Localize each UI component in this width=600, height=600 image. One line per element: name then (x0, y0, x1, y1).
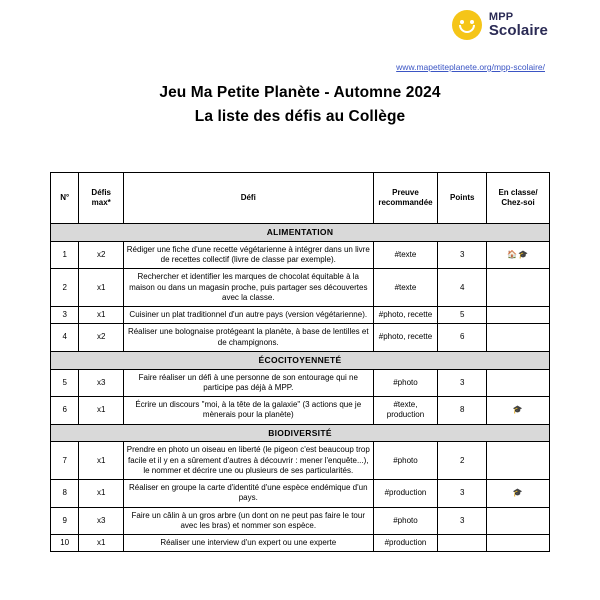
section-label: ALIMENTATION (51, 224, 550, 242)
challenge-max: x1 (79, 307, 124, 324)
challenge-points (438, 535, 487, 552)
challenge-points: 5 (438, 307, 487, 324)
challenge-number: 4 (51, 324, 79, 351)
challenge-description: Écrire un discours "moi, à la tête de la galaxie" (3 actions que je mènerais pour la planète) (124, 397, 374, 424)
column-header-points: Points (438, 173, 487, 224)
challenge-location-icons: 🎓 (487, 480, 550, 507)
challenge-points: 3 (438, 369, 487, 396)
table-header-row (51, 173, 550, 224)
logo-mpp-label: MPP (488, 11, 514, 23)
challenge-points: 4 (438, 269, 487, 307)
challenge-number: 1 (51, 241, 79, 268)
challenge-max: x3 (79, 507, 124, 534)
challenge-number: 9 (51, 507, 79, 534)
challenge-points: 3 (438, 507, 487, 534)
table-row (51, 507, 550, 534)
challenge-max: x1 (79, 442, 124, 480)
table-header (51, 173, 550, 224)
challenge-description: Réaliser une bolognaise protégeant la planète, à base de lentilles et de champignons. (124, 324, 374, 351)
challenge-proof: #photo (373, 442, 438, 480)
column-header-defi: Défi (124, 173, 374, 224)
challenges-table (50, 172, 550, 552)
table-section-row (51, 351, 550, 369)
challenge-number: 3 (51, 307, 79, 324)
table-row (51, 480, 550, 507)
challenge-points: 6 (438, 324, 487, 351)
table-row (51, 535, 550, 552)
challenge-proof: #texte, production (373, 397, 438, 424)
challenge-proof: #texte (373, 241, 438, 268)
challenge-proof: #photo (373, 369, 438, 396)
page-title: Jeu Ma Petite Planète - Automne 2024 (159, 84, 441, 101)
column-header-defis-max: Défis max* (79, 173, 124, 224)
challenge-location-icons: 🏠🎓 (487, 241, 550, 268)
mpp-scolaire-logo (452, 10, 548, 40)
section-label: ÉCOCITOYENNETÉ (51, 351, 550, 369)
challenge-max: x1 (79, 480, 124, 507)
challenge-location-icons (487, 269, 550, 307)
challenge-description: Réaliser en groupe la carte d'identité d'une espèce endémique d'un pays. (124, 480, 374, 507)
challenge-proof: #photo (373, 507, 438, 534)
challenge-location-icons (487, 507, 550, 534)
challenge-points: 3 (438, 480, 487, 507)
challenge-number: 6 (51, 397, 79, 424)
table-body (51, 224, 550, 552)
logo-scolaire-label: Scolaire (488, 22, 548, 39)
section-label: BIODIVERSITÉ (51, 424, 550, 442)
challenge-description: Faire réaliser un défi à une personne de son entourage qui ne participe pas déjà à MPP. (124, 369, 374, 396)
challenge-max: x3 (79, 369, 124, 396)
mpp-website-link[interactable]: www.mapetiteplanete.org/mpp-scolaire/ (396, 62, 545, 72)
challenge-description: Prendre en photo un oiseau en liberté (le pigeon c'est beaucoup trop facile et il y en a sûrement d'autres à découvrir : mener l'enquête...), le nommer et décrire une ou plusieurs de ses particularités. (124, 442, 374, 480)
challenge-description: Cuisiner un plat traditionnel d'un autre pays (version végétarienne). (124, 307, 374, 324)
table-row (51, 307, 550, 324)
challenge-location-icons (487, 535, 550, 552)
challenge-points: 3 (438, 241, 487, 268)
logo-text (489, 12, 548, 38)
challenge-max: x1 (79, 397, 124, 424)
challenge-proof: #texte (373, 269, 438, 307)
challenge-location-icons: 🎓 (487, 397, 550, 424)
challenge-proof: #photo, recette (373, 324, 438, 351)
challenge-max: x2 (79, 324, 124, 351)
challenge-description: Rédiger une fiche d'une recette végétarienne à intégrer dans un livre de recettes collectif (livre de classe par exemple). (124, 241, 374, 268)
challenges-table-wrapper (50, 172, 550, 552)
challenge-number: 10 (51, 535, 79, 552)
table-row (51, 241, 550, 268)
table-row (51, 442, 550, 480)
challenge-location-icons (487, 324, 550, 351)
challenge-number: 7 (51, 442, 79, 480)
page-subtitle: La liste des défis au Collège (194, 108, 406, 125)
challenge-max: x2 (79, 241, 124, 268)
table-row (51, 397, 550, 424)
challenge-number: 8 (51, 480, 79, 507)
smiley-sun-icon (452, 10, 482, 40)
column-header-preuve: Preuve recommandée (373, 173, 438, 224)
challenge-max: x1 (79, 535, 124, 552)
table-row (51, 324, 550, 351)
table-row (51, 369, 550, 396)
title-block (0, 84, 600, 126)
challenge-points: 8 (438, 397, 487, 424)
challenge-description: Faire un câlin à un gros arbre (un dont on ne peut pas faire le tour avec les bras) et nommer son espèce. (124, 507, 374, 534)
challenge-location-icons (487, 369, 550, 396)
challenge-description: Réaliser une interview d'un expert ou une experte (124, 535, 374, 552)
challenge-location-icons (487, 307, 550, 324)
challenge-location-icons (487, 442, 550, 480)
smile-icon (459, 25, 475, 33)
challenge-proof: #production (373, 480, 438, 507)
challenge-proof: #photo, recette (373, 307, 438, 324)
table-section-row (51, 224, 550, 242)
table-section-row (51, 424, 550, 442)
table-row (51, 269, 550, 307)
column-header-lieu: En classe/ Chez-soi (487, 173, 550, 224)
challenge-proof: #production (373, 535, 438, 552)
column-header-no: N° (51, 173, 79, 224)
challenge-points: 2 (438, 442, 487, 480)
challenge-number: 5 (51, 369, 79, 396)
challenge-max: x1 (79, 269, 124, 307)
challenge-description: Rechercher et identifier les marques de chocolat équitable à la maison ou dans un magasin proche, puis partager ses découvertes avec la classe. (124, 269, 374, 307)
challenge-number: 2 (51, 269, 79, 307)
